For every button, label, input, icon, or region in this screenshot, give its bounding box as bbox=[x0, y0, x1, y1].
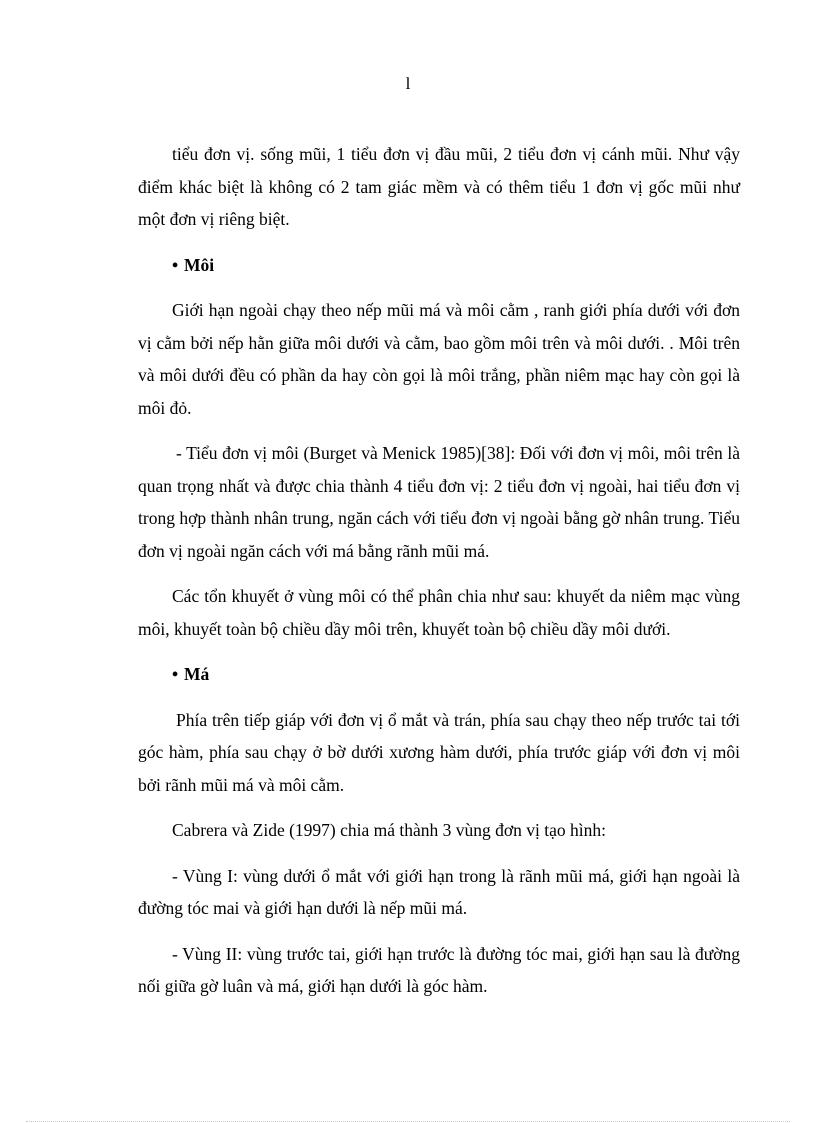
paragraph-lip-subunits: - Tiểu đơn vị môi (Burget và Menick 1985)[38]: Đối với đơn vị môi, môi trên là quan trọng nhất và được chia thành 4 tiểu đơn vị: 2 tiểu đơn vị ngoài, hai tiểu đơn vị trong hợp thành nhân trung, ngăn cách với tiểu đơn vị ngoài bằng gờ nhân trung. Tiểu đơn vị ngoài ngăn cách với má bằng rãnh mũi má. bbox=[138, 443, 740, 561]
page-number: l bbox=[405, 74, 411, 93]
paragraph-lip-defects: Các tổn khuyết ở vùng môi có thể phân chia như sau: khuyết da niêm mạc vùng môi, khuyết toàn bộ chiều dầy môi trên, khuyết toàn bộ chiều dầy môi dưới. bbox=[138, 586, 740, 639]
paragraph-cheek-zone-2: - Vùng II: vùng trước tai, giới hạn trước là đường tóc mai, giới hạn sau là đường nối giữa gờ luân và má, giới hạn dưới là góc hàm. bbox=[138, 943, 740, 996]
document-body bbox=[138, 138, 740, 1016]
paragraph-cheek-zones-intro: Cabrera và Zide (1997) chia má thành 3 vùng đơn vị tạo hình: bbox=[172, 820, 606, 840]
section-heading-moi-label: Môi bbox=[184, 254, 215, 275]
page-bottom-divider bbox=[26, 1121, 790, 1122]
paragraph-nose-subunits: tiểu đơn vị. sống mũi, 1 tiểu đơn vị đầu mũi, 2 tiểu đơn vị cánh mũi. Như vậy điểm khác biệt là không có 2 tam giác mềm và có thêm tiểu 1 đơn vị gốc mũi như một đơn vị riêng biệt. bbox=[138, 144, 740, 229]
section-heading-moi bbox=[138, 249, 740, 282]
paragraph-cheek-zone-1: - Vùng I: vùng dưới ổ mắt với giới hạn trong là rãnh mũi má, giới hạn ngoài là đường tóc mai và giới hạn dưới là nếp mũi má. bbox=[138, 865, 740, 918]
bullet-icon: • bbox=[172, 254, 179, 275]
paragraph-cheek-boundaries: Phía trên tiếp giáp với đơn vị ổ mắt và trán, phía sau chạy theo nếp trước tai tới góc hàm, phía sau chạy ở bờ dưới xương hàm dưới, phía trước giáp với đơn vị môi bởi rãnh mũi má và môi cằm. bbox=[138, 709, 740, 795]
section-heading-ma bbox=[138, 658, 740, 691]
bullet-icon: • bbox=[172, 664, 179, 684]
section-heading-ma-label: Má bbox=[184, 664, 210, 684]
paragraph-lip-boundaries: Giới hạn ngoài chạy theo nếp mũi má và môi cằm , ranh giới phía dưới với đơn vị cằm bởi nếp hằn giữa môi dưới và cằm, bao gồm môi trên và môi dưới. . Môi trên và môi dưới đều có phần da hay còn gọi là môi trắng, phần niêm mạc hay còn gọi là môi đỏ. bbox=[138, 300, 740, 418]
